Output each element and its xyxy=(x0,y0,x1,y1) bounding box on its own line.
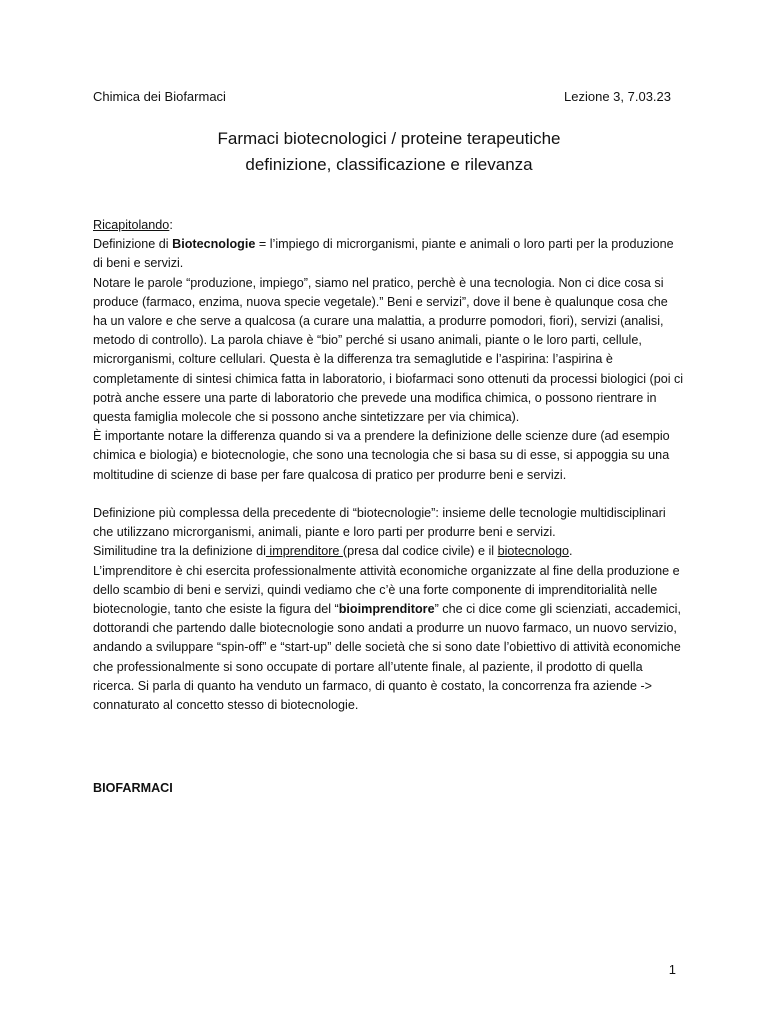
term-imprenditore: imprenditore xyxy=(265,544,343,559)
header-course: Chimica dei Biofarmaci xyxy=(93,89,226,104)
entrepreneur-end: ” che ci dice come gli scienziati, accademici, dottorandi che partendo dalle biotecnologie sono andati a produrre un nuovo farmaco, un nuovo servizio, andando a sviluppare “spin-off” e “start-up” delle società che si sono date l’obiettivo di attività economiche che professionalmente si sono occupate di portare all’utente finale, al paziente, il prodotto di quella ricerca. Si parla di quanto ha venduto un farmaco, di quanto è costato, la concorrenza fra aziende -> connaturato al concetto stesso di biotecnologie. xyxy=(93,602,681,713)
page-number: 1 xyxy=(668,962,676,977)
recap-colon: : xyxy=(169,218,173,232)
recap-label: Ricapitolando xyxy=(93,218,170,232)
document-body xyxy=(93,216,685,715)
paragraph-complex-definition: Definizione più complessa della precedente di “biotecnologie”: insieme delle tecnologie multidisciplinari che utilizzano microrganismi, animali, piante e loro parti per produrre beni e servizi. xyxy=(93,506,666,540)
biotech-definition xyxy=(93,235,685,273)
definition-prefix: Definizione di xyxy=(93,237,173,252)
definition-text: = l’impiego di microrganismi, piante e animali o loro parti per la produzione di beni e servizi. xyxy=(93,237,674,271)
paragraph-similitude xyxy=(93,542,685,561)
similitude-prefix: Similitudine tra la definizione di xyxy=(93,544,266,559)
entrepreneur-start: L’imprenditore è chi esercita professionalmente attività economiche organizzate al fine della produzione e dello scambio di beni e servizi, quindi vediamo che c’è una forte componente di imprenditorialità nelle biotecnologie, tanto che esiste la figura del “ xyxy=(93,563,680,617)
title-line-2: definizione, classificazione e rilevanza xyxy=(245,155,533,174)
paragraph-production: Notare le parole “produzione, impiego”, siamo nel pratico, perchè è una tecnologia. Non ci dice cosa si produce (farmaco, enzima, nuova specie vegetale).” Beni e servizi”, dove il bene è qualunque cosa che ha un valore e che serve a qualcosa (a curare una malattia, a produrre pomodori, fiori), servizi (analisi, metodo di controllo). La parola chiave è “bio” perché si usano animali, piante o le loro parti, cellule, microrganismi, colture cellulari. Questa è la differenza tra semaglutide e l’aspirina: l’aspirina è completamente di sintesi chimica fatta in laboratorio, i biofarmaci sono ottenuti da processi biologici (poi ci potrà anche essere una parte di laboratorio che prevede una modifica chimica, o possono rientrare in questa famiglia molecole che si possono anche sintetizzare per via chimica). xyxy=(93,275,684,425)
recap-heading xyxy=(93,216,685,235)
paragraph-entrepreneur xyxy=(93,562,685,716)
similitude-end: . xyxy=(569,544,573,559)
term-bioimprenditore: bioimprenditore xyxy=(338,602,435,617)
title-line-1: Farmaci biotecnologici / proteine terapeutiche xyxy=(217,129,561,148)
definition-term: Biotecnologie xyxy=(172,237,256,252)
paragraph-hard-sciences: È importante notare la differenza quando si va a prendere la definizione delle scienze dure (ad esempio chimica e biologia) e biotecnologie, che sono una tecnologia che si basa su di esse, si appoggia su una moltitudine di scienze di base per fare qualcosa di pratico per produrre beni e servizi. xyxy=(93,429,670,482)
header-lesson: Lezione 3, 7.03.23 xyxy=(564,89,671,104)
section-heading-biofarmaci: BIOFARMACI xyxy=(93,781,173,795)
term-biotecnologo: biotecnologo xyxy=(497,544,570,559)
document-title xyxy=(93,126,685,178)
similitude-middle: (presa dal codice civile) e il xyxy=(342,544,498,559)
paragraph-spacer xyxy=(93,485,685,504)
